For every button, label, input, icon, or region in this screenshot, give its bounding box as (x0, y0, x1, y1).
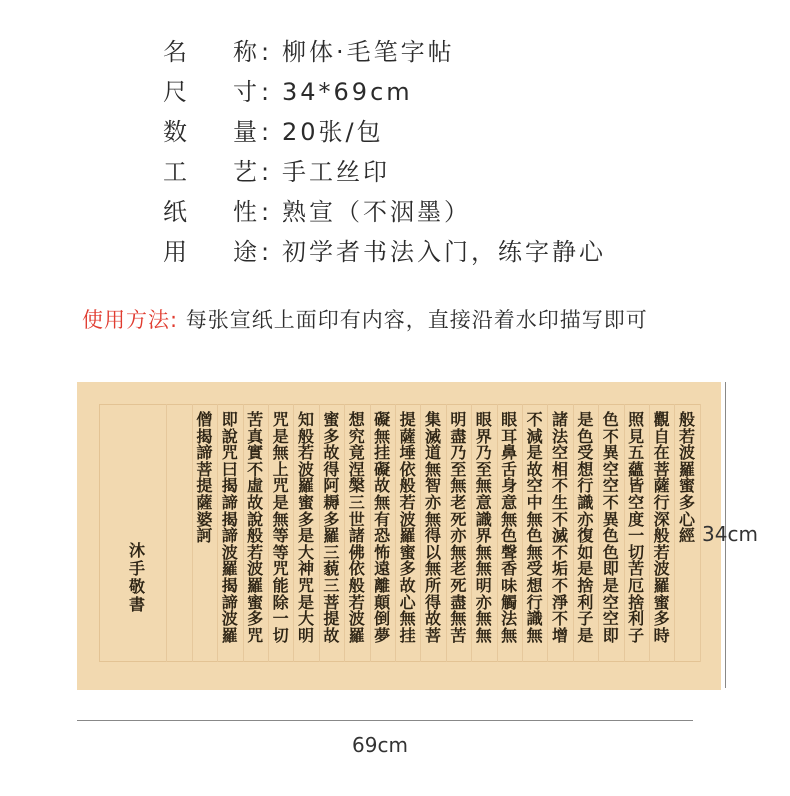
scripture-column: 礙無挂礙故無有恐怖遠離顛倒夢 (374, 410, 391, 645)
scripture-column: 觀自在菩薩行深般若波羅蜜多時 (653, 410, 670, 645)
scripture-column: 即說咒曰揭諦揭諦波羅揭諦波羅 (221, 410, 238, 645)
grid-line (700, 404, 701, 662)
spec-colon: : (261, 118, 273, 146)
usage-label: 使用方法: (82, 308, 179, 332)
scripture-column: 集滅道無智亦無得以無所得故菩 (424, 410, 441, 645)
spec-key-char-1: 数 (163, 118, 190, 146)
spec-key-char-2: 量 (233, 118, 260, 146)
scripture-column: 咒是無上咒是無等等咒能除一切 (272, 410, 289, 645)
scripture-column: 知般若波羅蜜多是大神咒是大明 (297, 410, 314, 645)
spec-value: 20张/包 (282, 118, 384, 146)
spec-value: 初学者书法入门，练字静心 (282, 238, 606, 266)
spec-key-char-2: 途 (233, 238, 260, 266)
usage-instructions (82, 300, 648, 340)
scripture-column: 提薩埵依般若波羅蜜多故心無挂 (399, 410, 416, 645)
spec-key-char-2: 寸 (233, 78, 260, 106)
spec-key-char-2: 称 (233, 38, 260, 66)
scripture-column: 蜜多故得阿耨多羅三藐三菩提故 (323, 410, 340, 645)
grid-line (166, 404, 167, 662)
spec-value: 手工丝印 (282, 158, 390, 186)
scripture-column: 想究竟涅槃三世諸佛依般若波羅 (348, 410, 365, 645)
scripture-column: 眼界乃至無意識界無無明亦無無 (475, 410, 492, 645)
width-dimension-line (77, 720, 693, 721)
spec-key-char-1: 用 (163, 238, 190, 266)
spec-colon: : (261, 158, 273, 186)
scripture-column: 眼耳鼻舌身意無色聲香味觸法無 (501, 410, 518, 645)
scripture-column: 諸法空相不生不滅不垢不淨不增 (551, 410, 568, 645)
width-dimension-label: 69cm (352, 733, 408, 757)
scripture-column: 般若波羅蜜多心經 (678, 410, 695, 546)
spec-key-char-1: 工 (163, 158, 190, 186)
spec-value: 熟宣（不洇墨） (282, 198, 471, 226)
spec-colon: : (261, 198, 273, 226)
spec-value: 34*69cm (282, 78, 413, 106)
spec-colon: : (261, 78, 273, 106)
scripture-column: 色不異空空不異色色即是空空即 (602, 410, 619, 645)
spec-key-char-1: 名 (163, 38, 190, 66)
scripture-column: 僧揭諦菩提薩婆訶 (196, 410, 213, 546)
height-dimension-label: 34cm (702, 522, 758, 546)
spec-colon: : (261, 238, 273, 266)
spec-key-char-1: 尺 (163, 78, 190, 106)
scripture-column: 苦真實不虛故說般若波羅蜜多咒 (247, 410, 264, 645)
calligraphy-scroll-image (77, 382, 721, 690)
scripture-column: 是色受想行識亦復如是捨利子是 (577, 410, 594, 645)
spec-value: 柳体·毛笔字帖 (282, 38, 455, 66)
spec-colon: : (261, 38, 273, 66)
spec-key-char-2: 艺 (233, 158, 260, 186)
spec-key-char-1: 纸 (163, 198, 190, 226)
usage-text: 每张宣纸上面印有内容，直接沿着水印描写即可 (185, 308, 648, 332)
spec-key-char-2: 性 (233, 198, 260, 226)
signature: 沐手敬書 (128, 541, 145, 614)
scripture-column: 不減是故空中無色無受想行識無 (526, 410, 543, 645)
scripture-column: 明盡乃至無老死亦無老死盡無苦 (450, 410, 467, 645)
scripture-column: 照見五蘊皆空度一切苦厄捨利子 (628, 410, 645, 645)
